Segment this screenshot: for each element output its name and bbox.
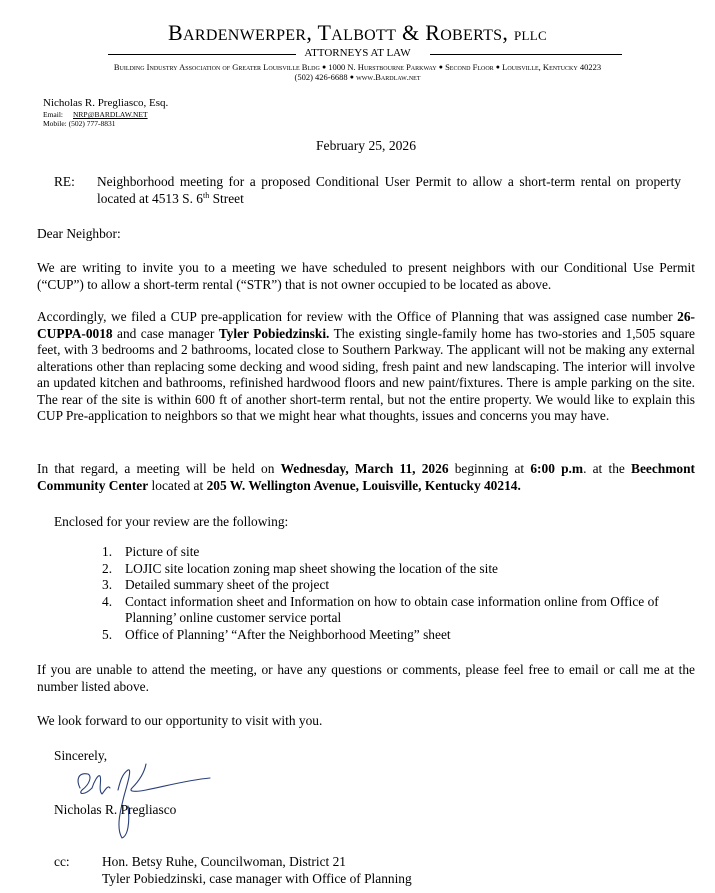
bullet-icon: ● (349, 73, 354, 81)
address-part: Louisville, Kentucky 40223 (502, 62, 602, 72)
list-item (102, 544, 682, 561)
paragraph-invitation: We are writing to invite you to a meeting we have scheduled to present neighbors with our Conditional Use Permit (“CUP”) to allow a short-term rental (“STR”) that is not owner occupied to be located as above. (37, 260, 695, 292)
sender-name: Nicholas R. Pregliasco, Esq. (43, 97, 169, 109)
paragraph-text: The existing single-family home has two-stories and 1,505 square feet, with 3 bedrooms and 2 bathrooms, located close to Southern Parkway. The applicant will not be making any external alterations other than replacing some decking and wood siding, fresh paint and new landscaping. The interior will involve an updated kitchen and bathrooms, refinished hardwood floors and new paint/fixtures. There is ample parking on the site. The rear of the site is within 600 ft of another short-term rental, but not the entire property. We would like to explain this CUP Pre-application to neighbors so that we might hear what thoughts, issues and concerns you may have. (37, 325, 695, 423)
re-subject-text: Neighborhood meeting for a proposed Conditional User Permit to allow a short-term rental on property located at 4513 S. 6 (97, 174, 681, 206)
list-item-text: Detailed summary sheet of the project (125, 577, 330, 592)
firm-name-part-3: OBERTS (440, 27, 503, 44)
sender-email (43, 110, 148, 119)
firm-name-part-1: ARDENWERPER (183, 27, 307, 44)
firm-name-separator: , (306, 20, 318, 45)
list-item-number: 5. (102, 626, 113, 642)
firm-subtitle: ATTORNEYS AT LAW (304, 47, 411, 59)
signer-name: Nicholas R. Pregliasco (54, 802, 177, 817)
sender-email-label: Email: (43, 110, 63, 119)
re-subject-ordinal: th (203, 190, 210, 200)
firm-suffix: PLLC (513, 28, 547, 43)
signature-stroke (131, 764, 210, 791)
paragraph-text: and case manager (112, 325, 219, 341)
list-item-number: 2. (102, 560, 113, 576)
address-part: Building Industry Association of Greater Louisville Bldg (113, 62, 320, 72)
list-item (102, 627, 682, 644)
address-part: 1000 N. Hurstbourne Parkway (328, 62, 437, 72)
firm-website: www.Bardlaw.net (356, 72, 421, 82)
re-subject-text: Street (209, 190, 244, 206)
address-part: Second Floor (445, 62, 494, 72)
firm-phone: (502) 426-6688 (294, 72, 348, 82)
re-subject (97, 174, 681, 207)
meeting-date: Wednesday, March 11, 2026 (280, 461, 449, 476)
firm-name-separator: , (502, 20, 514, 45)
firm-name-initial-t: T (317, 20, 332, 45)
list-item-number: 1. (102, 544, 113, 559)
re-label: RE: (54, 174, 75, 189)
sender-email-link[interactable]: NRP@BARDLAW.NET (73, 110, 148, 119)
closing-phrase: Sincerely, (54, 748, 108, 763)
paragraph-meeting-details (37, 461, 695, 494)
bullet-icon: ● (321, 63, 327, 71)
salutation: Dear Neighbor: (37, 226, 121, 241)
signature-stroke (92, 776, 110, 794)
paragraph-text: Accordingly, we filed a CUP pre-application for review with the Office of Planning that was assigned case number (37, 309, 678, 324)
list-item-text: Picture of site (125, 544, 200, 559)
signature-image (58, 752, 218, 842)
enclosures-list (102, 544, 682, 643)
cc-recipient: Tyler Pobiedzinski, case manager with Office of Planning (102, 871, 412, 886)
case-manager: Tyler Pobiedzinski. (218, 325, 330, 341)
paragraph-contact: If you are unable to attend the meeting, or have any questions or comments, please feel free to email or call me at the number listed above. (37, 662, 695, 694)
meeting-venue-address: 205 W. Wellington Avenue, Louisville, Kentucky 40214. (206, 477, 521, 493)
bullet-icon: ● (438, 63, 443, 71)
list-item (102, 594, 682, 627)
bullet-icon: ● (495, 63, 501, 71)
firm-name-part-2: ALBOTT (331, 27, 397, 44)
case-number: 26-CUPPA-0018 (37, 309, 695, 341)
list-item-text: LOJIC site location zoning map sheet showing the location of the site (125, 560, 499, 576)
firm-name-initial-b: B (168, 20, 184, 45)
sender-mobile: Mobile: (502) 777-8831 (43, 119, 116, 128)
meeting-time: 6:00 p.m (530, 461, 584, 476)
list-item (102, 577, 682, 594)
firm-name-ampersand: & (396, 20, 426, 45)
paragraph-closing: We look forward to our opportunity to visit with you. (37, 713, 323, 728)
paragraph-text: . at the (583, 461, 632, 476)
firm-name (0, 20, 715, 49)
cc-recipient: Hon. Betsy Ruhe, Councilwoman, District 21 (102, 854, 346, 869)
letter-date: February 25, 2026 (315, 138, 417, 153)
enclosures-intro: Enclosed for your review are the following: (54, 514, 289, 529)
list-item-text: Office of Planning’ “After the Neighborhood Meeting” sheet (125, 626, 451, 642)
paragraph-application-details (37, 309, 695, 425)
paragraph-text: located at (148, 477, 207, 493)
firm-contact (0, 72, 715, 83)
list-item-number: 4. (102, 593, 113, 609)
firm-name-initial-r: R (425, 20, 441, 45)
signature-stroke (78, 774, 92, 794)
paragraph-text: In that regard, a meeting will be held on (37, 461, 281, 476)
cc-label: cc: (54, 854, 70, 869)
meeting-venue: Beechmont Community Center (37, 461, 696, 493)
list-item-number: 3. (102, 577, 113, 592)
list-item-text: Contact information sheet and Information on how to obtain case information online from Office of Planning’ online customer service portal (125, 593, 659, 625)
list-item (102, 561, 682, 578)
paragraph-text: beginning at (448, 461, 531, 476)
